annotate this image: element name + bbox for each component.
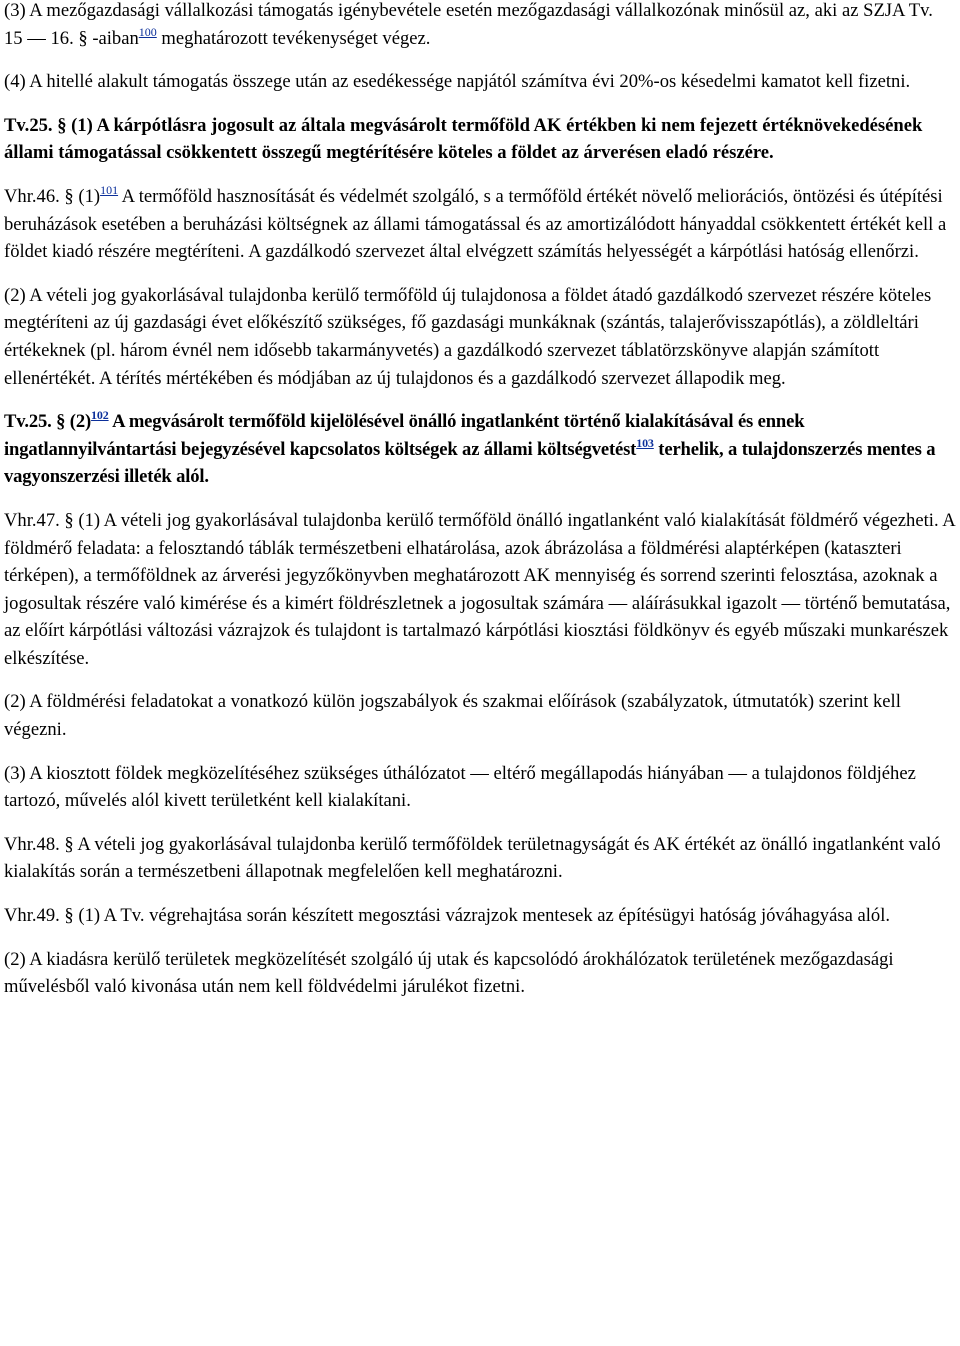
paragraph-vhr48: Vhr.48. § A vételi jog gyakorlásával tulajdonba kerülő termőföldek területnagyságát és AK értékét az önálló ingatlanként való kialakítás során a természetbeni állapotnak megfelelően kell meghatározni.	[4, 833, 941, 883]
footnote-link-100[interactable]: 100	[138, 24, 157, 39]
paragraph-vhr47-3: (3) A kiosztott földek megközelítéséhez szükséges úthálózatot — eltérő megállapodás hiányában — a tulajdonos földjéhez tartozó, művelés alól kivett területként kell kialakítani.	[4, 762, 916, 812]
footnote-102[interactable]	[91, 408, 109, 422]
paragraph-vhr46-1	[4, 183, 956, 266]
paragraph-tv25-2	[4, 408, 956, 491]
footnote-link-101[interactable]: 101	[100, 182, 119, 197]
paragraph-3-szja	[4, 0, 956, 52]
paragraph-text: A termőföld hasznosítását és védelmét szolgáló, s a termőföld értékét növelő meliorációs, öntözési és útépítési beruházások esetében a beruházási költségnek az állami támogatással és az amortizálódott hányaddal csökkentett értékét kell a földet kiadó részére megtéríteni. A gazdálkodó szervezet által elvégzett számítás helyességét a kárpótlási hatóság ellenőrzi.	[4, 185, 947, 263]
footnote-link-103[interactable]: 103	[636, 435, 654, 450]
paragraph-vhr47-1: Vhr.47. § (1) A vételi jog gyakorlásával tulajdonba kerülő termőföld önálló ingatlanként való kialakítását földmérő végezheti. A földmérő feladata: a felosztandó táblák természetbeni elhatárolása, azok ábrázolása a földmérési alaptérképen (kataszteri térképen), a termőföldnek az árverési jegyzőkönyvben meghatározott AK mennyiség és sorrend szerinti felosztása, azoknak a jogosultak részére való kimérése és a kimért földrészletnek a jogosultak számára — aláírásukkal igazolt — történő bemutatása, az előírt kárpótlási változási vázrajzok és tulajdont is tartalmazó kárpótlási kiosztási földkönyv és egyéb műszaki munkarészek elkészítése.	[4, 509, 955, 669]
footnote-100[interactable]	[139, 25, 157, 39]
paragraph-tv25-1: Tv.25. § (1) A kárpótlásra jogosult az általa megvásárolt termőföld AK értékben ki nem fejezett értéknövekedésének állami támogatással csökkentett összegű megtérítésére köteles a földet az árverésen eladó részére.	[4, 114, 923, 164]
paragraph-4-kesedelmi-kamat: (4) A hitellé alakult támogatás összege után az esedékessége napjától számítva évi 20%-os késedelmi kamatot kell fizetni.	[4, 71, 911, 93]
paragraph-text: A megvásárolt termőföld kijelölésével önálló ingatlanként történő kialakításával és ennek ingatlannyilvántartási bejegyzésével kapcsolatos költségek az állami költségvetést	[4, 411, 805, 460]
paragraph-vhr49-1: Vhr.49. § (1) A Tv. végrehajtása során készített megosztási vázrajzok mentesek az építésügyi hatóság jóváhagyása alól.	[4, 905, 891, 927]
paragraph-vhr47-2: (2) A földmérési feladatokat a vonatkozó külön jogszabályok és szakmai előírások (szabályzatok, útmutatók) szerint kell végezni.	[4, 691, 901, 741]
footnote-103[interactable]	[636, 436, 654, 450]
paragraph-text: meghatározott tevékenységet végez.	[156, 27, 431, 49]
paragraph-text: Tv.25. § (2)	[4, 411, 92, 433]
footnote-101[interactable]	[100, 183, 118, 197]
paragraph-vhr46-2: (2) A vételi jog gyakorlásával tulajdonba kerülő termőföld új tulajdonosa a földet átadó gazdálkodó szervezet részére köteles megtéríteni az új gazdasági évet előkészítő szükséges, fő gazdasági munkáknak (szántás, talajerővisszapótlás), a zöldleltári értékeknek (pl. három évnél nem idősebb takarmányvetés) a gazdálkodó szervezet táblatörzskönyve alapján számított ellenértékét. A térítés mértékében és módjában az új tulajdonos és a gazdálkodó szervezet állapodik meg.	[4, 284, 932, 389]
footnote-link-102[interactable]: 102	[91, 408, 109, 423]
paragraph-text: terhelik, a tulajdonszerzés mentes a vagyonszerzési illeték alól.	[4, 438, 936, 488]
paragraph-vhr49-2: (2) A kiadásra kerülő területek megközelítését szolgáló új utak és kapcsolódó árokhálózatok területének mezőgazdasági művelésből való kivonása után nem kell földvédelmi járulékot fizetni.	[4, 948, 894, 998]
paragraph-text: Vhr.46. § (1)	[4, 185, 101, 207]
paragraph-text: (3) A mezőgazdasági vállalkozási támogatás igénybevétele esetén mezőgazdasági vállalkozónak minősül az, aki az SZJA Tv. 15 — 16. § -aiban	[4, 0, 933, 49]
